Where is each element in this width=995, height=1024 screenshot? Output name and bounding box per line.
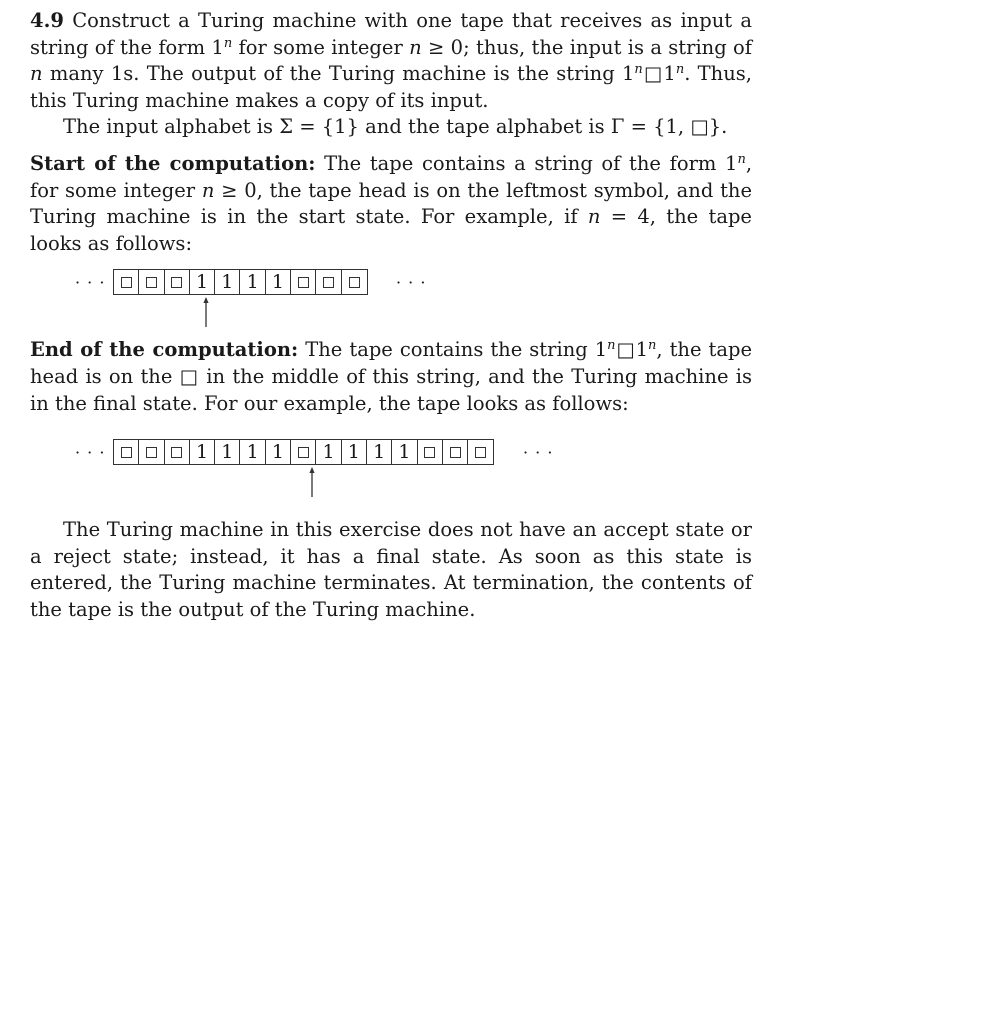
tape-cell <box>443 440 468 464</box>
start-label: Start of the computation: <box>30 151 316 175</box>
blank-symbol-icon <box>146 447 157 458</box>
blank-symbol-icon <box>121 277 132 288</box>
end-label: End of the computation: <box>30 338 299 362</box>
blank-symbol-icon <box>450 447 461 458</box>
start-of-computation: Start of the computation: The tape contains a string of the form 1$^n$, for some integer n ≥ 0, the tape head is on the leftmost symbol, and the Turing machine is in the start state. For example, if n = 4, the tape looks as follows: <box>30 151 753 255</box>
end-of-computation: End of the computation: The tape contains the string 1$^n$□1$^n$, the tape head is on the □ in the middle of this string, and the Turing machine is in the final state. For our example, the tape looks as follows: <box>30 338 752 415</box>
tape-ellipsis-left: · · · <box>75 273 106 293</box>
blank-symbol-icon <box>171 277 182 288</box>
blank-symbol-icon <box>146 277 157 288</box>
tape-cell <box>139 270 164 294</box>
blank-symbol-icon <box>424 447 435 458</box>
tape-cell <box>114 270 139 294</box>
tape-cell: 1 <box>266 440 291 464</box>
blank-symbol-icon <box>121 447 132 458</box>
tape-cell: 1 <box>215 270 240 294</box>
blank-symbol-icon <box>298 277 309 288</box>
tape-cell <box>114 440 139 464</box>
tape-cell <box>468 440 493 464</box>
tape-cell: 1 <box>190 270 215 294</box>
tape-cell: 1 <box>367 440 392 464</box>
tape-cell <box>291 270 316 294</box>
blank-symbol-icon <box>298 447 309 458</box>
tape-head-arrow-icon <box>201 297 211 327</box>
alphabet-definition: The input alphabet is Σ = {1} and the tape alphabet is Γ = {1, □}. <box>63 115 728 139</box>
tape-cell <box>316 270 341 294</box>
start-tape <box>113 269 368 295</box>
blank-symbol-icon <box>323 277 334 288</box>
tape-cell <box>139 440 164 464</box>
tape-ellipsis-left: · · · <box>75 443 106 463</box>
end-tape-diagram <box>30 437 752 509</box>
tape-cell: 1 <box>240 270 265 294</box>
tape-cell <box>342 270 367 294</box>
tape-cell: 1 <box>190 440 215 464</box>
exercise-page <box>30 8 752 624</box>
blank-symbol-icon <box>349 277 360 288</box>
tape-cell <box>291 440 316 464</box>
tape-cell: 1 <box>342 440 367 464</box>
start-tape-diagram <box>30 267 752 337</box>
tape-cell <box>418 440 443 464</box>
tape-cell: 1 <box>215 440 240 464</box>
exercise-number: 4.9 <box>30 9 64 32</box>
tape-ellipsis-right: · · · <box>523 443 554 463</box>
end-tape <box>113 439 494 465</box>
closing-paragraph: The Turing machine in this exercise does not have an accept state or a reject state; instead, it has a final state. As soon as this state is entered, the Turing machine terminates. At termination, the contents of the tape is the output of the Turing machine. <box>30 518 752 621</box>
tape-cell: 1 <box>266 270 291 294</box>
tape-cell: 1 <box>316 440 341 464</box>
tape-cell <box>165 270 190 294</box>
tape-cell <box>165 440 190 464</box>
tape-cell: 1 <box>392 440 417 464</box>
tape-head-arrow-icon <box>307 467 317 497</box>
tape-cell: 1 <box>240 440 265 464</box>
problem-statement: 4.9 Construct a Turing machine with one tape that receives as input a string of the form 1$^n$ for some integer n ≥ 0; thus, the input is a string of n many 1s. The output of the Turing machine is the string 1$^n$□1$^n$. Thus, this Turing machine makes a copy of its input. <box>30 9 753 112</box>
blank-symbol-icon <box>171 447 182 458</box>
tape-ellipsis-right: · · · <box>396 273 427 293</box>
blank-symbol-icon <box>475 447 486 458</box>
